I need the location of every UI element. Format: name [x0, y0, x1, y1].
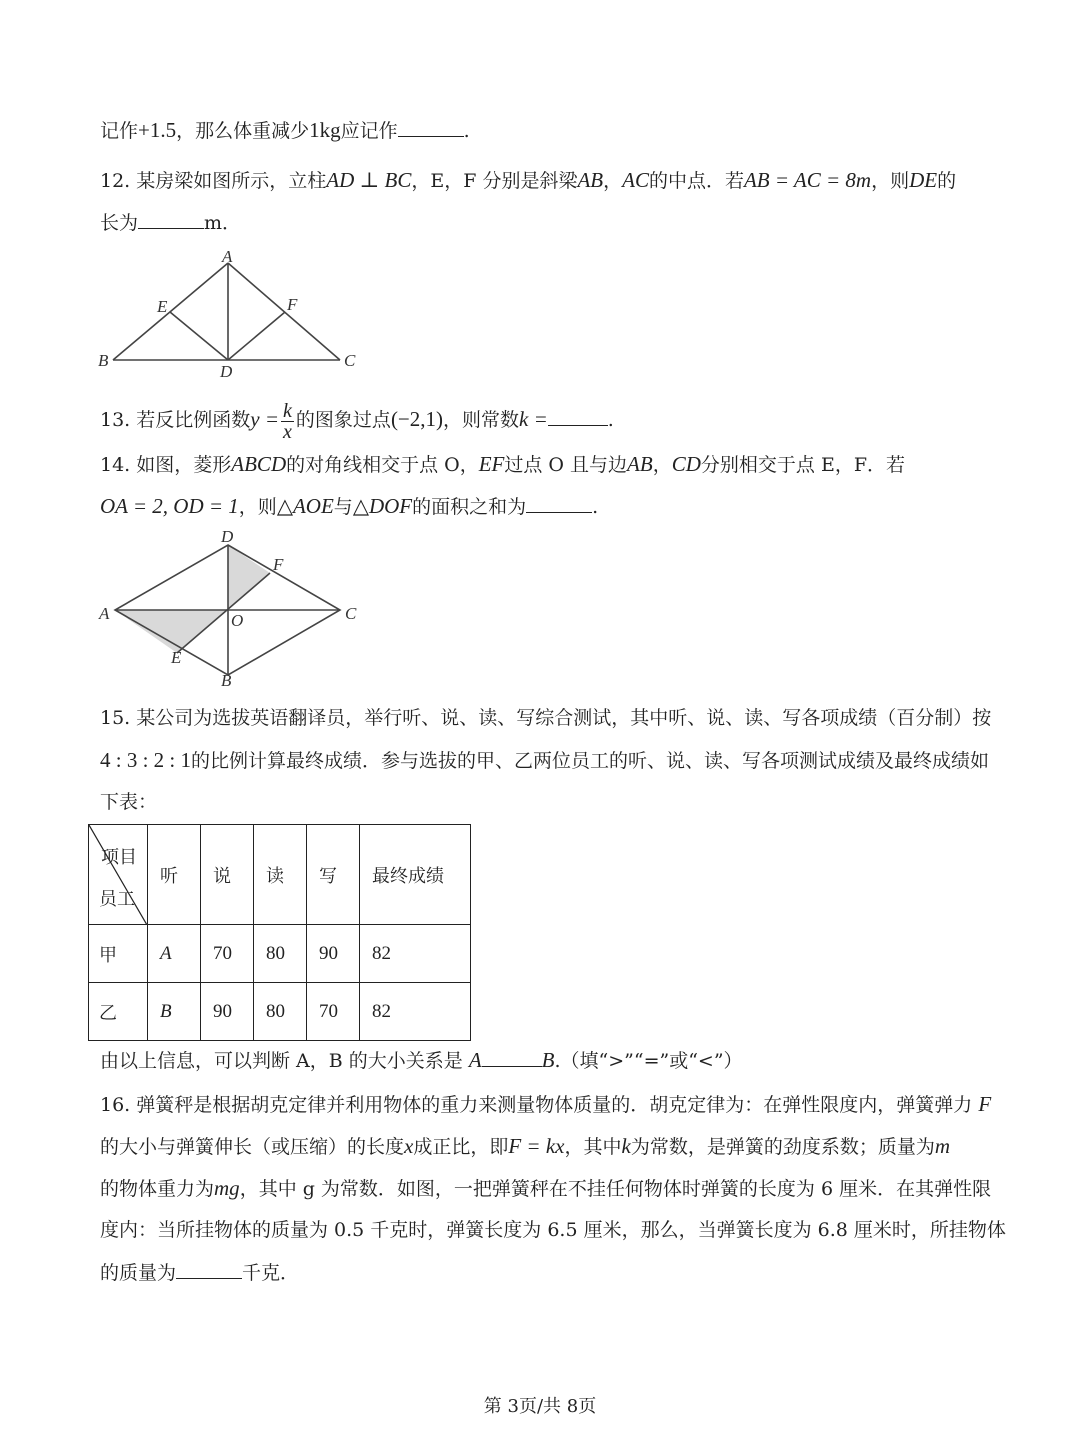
q16-line3: 的物体重力为mg，其中 g 为常数．如图，一把弹簧秤在不挂任何物体时弹簧的长度为 6 厘米．在其弹性限: [100, 1176, 992, 1200]
label-F: F: [287, 295, 298, 314]
header-read: 读: [254, 825, 307, 925]
top-line: 记作+1.5，那么体重减少1kg应记作 .: [100, 118, 470, 142]
answer-blank[interactable]: [526, 492, 592, 513]
page-footer: 第 3页/共 8页: [483, 1396, 597, 1417]
q16-line2: 的大小与弹簧伸长（或压缩）的长度x成正比，即F = kx，其中k为常数，是弹簧的劲度系数；质量为m: [100, 1134, 951, 1158]
label-C: C: [344, 351, 356, 370]
answer-blank[interactable]: [548, 405, 608, 426]
label-A: A: [222, 248, 233, 266]
edge-DF: [228, 312, 285, 360]
q12-line2: 长为 m．: [100, 208, 241, 237]
q14-figure: [95, 530, 375, 690]
corner-top: 项目: [101, 847, 137, 868]
answer-blank[interactable]: [482, 1046, 542, 1067]
label-B: B: [98, 351, 109, 370]
label-B: B: [221, 671, 232, 690]
header-speak: 说: [201, 825, 254, 925]
q12-figure: [95, 248, 365, 383]
label-D: D: [221, 530, 234, 546]
table-row: 甲 A 70 80 90 82: [89, 925, 471, 983]
header-final: 最终成绩: [360, 825, 471, 925]
q15-after-line: 由以上信息，可以判断 A，B 的大小关系是 A B.（填“>”“=”或“<”）: [100, 1048, 743, 1072]
q15-line1: 15. 某公司为选拔英语翻译员，举行听、说、读、写综合测试，其中听、说、读、写各项成绩（百分制）按: [100, 707, 992, 729]
q15-line2: 4 : 3 : 2 : 1的比例计算最终成绩．参与选拔的甲、乙两位员工的听、说、读、写各项测试成绩及最终成绩如: [100, 748, 990, 772]
q16-line4: 度内：当所挂物体的质量为 0.5 千克时，弹簧长度为 6.5 厘米，那么，当弹簧长度为 6.8 厘米时，所挂物体: [100, 1219, 1006, 1241]
q16-line1: 16. 弹簧秤是根据胡克定律并利用物体的重力来测量物体质量的．胡克定律为：在弹性限度内，弹簧弹力 F: [100, 1092, 992, 1116]
corner-cell: [89, 825, 148, 925]
header-listen: 听: [148, 825, 201, 925]
answer-blank[interactable]: [138, 208, 204, 229]
label-O: O: [231, 611, 244, 630]
corner-bottom: 员工: [99, 889, 135, 910]
table-row: 乙 B 90 80 70 82: [89, 983, 471, 1041]
q15-line3: 下表：: [100, 791, 158, 813]
score-table: [88, 824, 471, 1041]
q14-line2: OA = 2, OD = 1，则△AOE与△DOF的面积之和为 .: [100, 494, 599, 518]
q16-line5: 的质量为 千克．: [100, 1258, 299, 1287]
label-E: E: [171, 648, 182, 667]
answer-blank[interactable]: [398, 116, 464, 137]
q12-line1: 12. 某房梁如图所示，立柱AD ⊥ BC，E，F 分别是斜梁AB，AC的中点．若AB = AC = 8m，则DE的: [100, 168, 957, 192]
q14-line1: 14. 如图，菱形ABCD的对角线相交于点 O，EF过点 O 且与边AB，CD分别相交于点 E，F．若: [100, 452, 905, 476]
label-A: A: [99, 604, 110, 623]
shaded-triangle-AOE: [115, 610, 228, 653]
table-header-row: [89, 825, 471, 925]
label-E: E: [157, 297, 168, 316]
edge-DE: [170, 312, 228, 360]
label-D: D: [220, 362, 233, 381]
label-C: C: [345, 604, 357, 623]
fraction-k-over-x: $\frac{k}{x}$: [283, 399, 292, 443]
answer-blank[interactable]: [176, 1258, 242, 1279]
q13-line: 13. 若反比例函数y = $\frac{k}{x}$ 的图象过点(−2,1)，则常数k = .: [100, 399, 614, 443]
header-write: 写: [307, 825, 360, 925]
label-F: F: [273, 555, 284, 574]
